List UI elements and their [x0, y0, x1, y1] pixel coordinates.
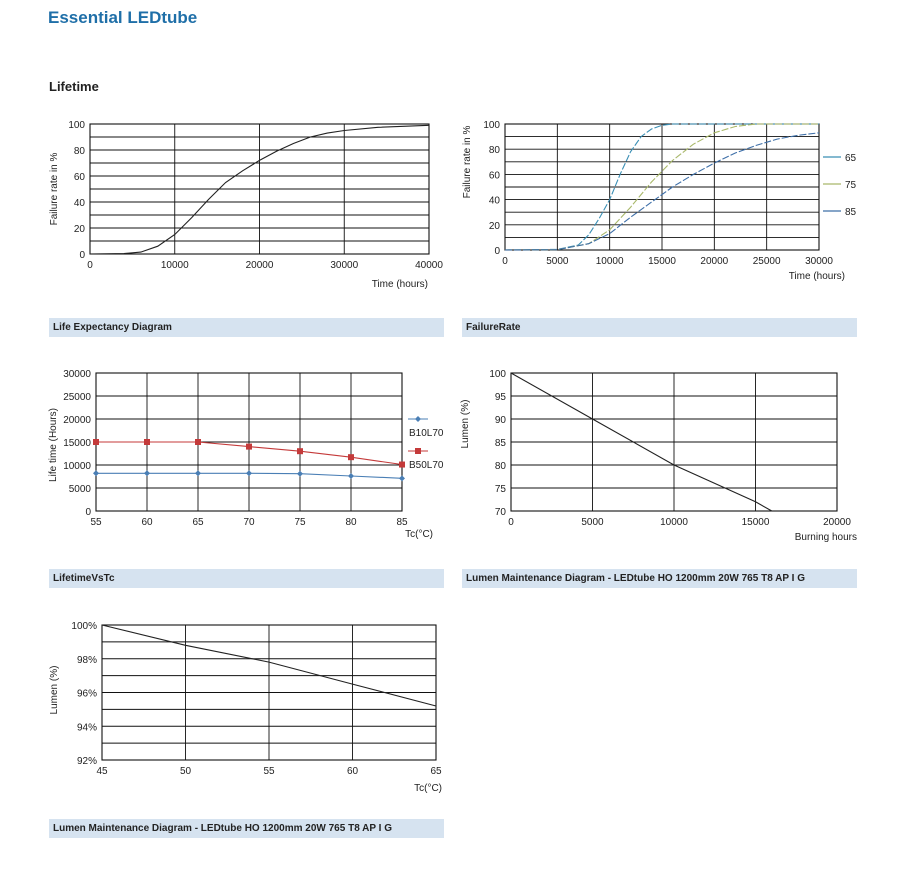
y-axis-label: Failure rate in % — [462, 125, 473, 199]
data-point — [399, 462, 405, 468]
caption-lumen-vs-tc: Lumen Maintenance Diagram - LEDtube HO 1200mm 20W 765 T8 AP I G — [49, 819, 444, 838]
x-tick-label: 65 — [430, 766, 442, 777]
data-point — [348, 454, 354, 460]
y-axis-label: Life time (Hours) — [48, 408, 59, 482]
y-tick-label: 100 — [483, 120, 500, 131]
y-tick-label: 0 — [79, 250, 85, 261]
x-tick-label: 60 — [141, 517, 153, 528]
caption-life-expectancy: Life Expectancy Diagram — [49, 318, 444, 337]
data-point — [195, 470, 201, 476]
x-axis-label: Time (hours) — [371, 279, 428, 290]
x-tick-label: 15000 — [741, 517, 770, 528]
chart-lumen-vs-tc — [49, 621, 442, 794]
y-tick-label: 20 — [488, 220, 500, 232]
x-tick-label: 0 — [87, 260, 93, 271]
x-tick-label: 0 — [508, 517, 514, 528]
y-tick-label: 40 — [488, 195, 500, 207]
y-tick-label: 100% — [71, 621, 97, 632]
x-tick-label: 0 — [502, 256, 508, 267]
x-tick-label: 45 — [96, 766, 108, 777]
x-tick-label: 10000 — [595, 256, 624, 267]
y-tick-label: 25000 — [63, 392, 91, 403]
x-tick-label: 5000 — [581, 517, 604, 528]
legend-label: 75 — [845, 180, 857, 191]
x-tick-label: 15000 — [648, 256, 676, 267]
chart-failure-rate — [462, 120, 857, 282]
y-axis-label: Lumen (%) — [49, 665, 60, 715]
data-point — [195, 439, 201, 445]
y-tick-label: 20000 — [63, 415, 91, 426]
y-tick-label: 100 — [68, 120, 85, 131]
legend-label: B10L70 — [409, 428, 444, 439]
y-tick-label: 75 — [494, 484, 506, 495]
y-tick-label: 94% — [76, 722, 97, 734]
x-tick-label: 65 — [192, 517, 204, 528]
data-point — [297, 448, 303, 454]
caption-lumen-vs-hours: Lumen Maintenance Diagram - LEDtube HO 1200mm 20W 765 T8 AP I G — [462, 569, 857, 588]
chart-lifetime-vs-tc — [48, 369, 444, 540]
y-tick-label: 80 — [488, 145, 500, 157]
y-tick-label: 98% — [76, 654, 97, 666]
y-axis-label: Lumen (%) — [460, 399, 471, 449]
legend-marker — [415, 448, 421, 454]
y-tick-label: 0 — [85, 507, 91, 518]
data-point — [297, 471, 303, 477]
x-axis-label: Time (hours) — [788, 271, 845, 282]
data-point — [144, 470, 150, 476]
page-title: Essential LEDtube — [48, 8, 198, 27]
y-tick-label: 30000 — [63, 369, 91, 380]
x-tick-label: 20000 — [245, 260, 274, 271]
x-tick-label: 50 — [179, 766, 192, 777]
x-axis-label: Tc(°C) — [405, 529, 433, 540]
x-tick-label: 70 — [243, 517, 255, 528]
y-tick-label: 100 — [489, 369, 506, 380]
data-point — [399, 475, 405, 481]
x-axis-label: Burning hours — [794, 532, 857, 543]
y-axis-label: Failure rate in % — [49, 152, 60, 226]
y-tick-label: 20 — [73, 224, 85, 235]
x-tick-label: 85 — [396, 517, 408, 528]
y-tick-label: 85 — [494, 438, 506, 449]
section-heading-lifetime: Lifetime — [49, 79, 99, 94]
x-tick-label: 10000 — [160, 260, 189, 271]
data-point — [348, 473, 354, 479]
y-tick-label: 80 — [494, 461, 506, 472]
x-tick-label: 20000 — [700, 256, 729, 267]
y-tick-label: 70 — [494, 507, 506, 518]
chart-lumen-vs-hours — [460, 369, 857, 543]
data-point — [246, 444, 252, 450]
y-tick-label: 90 — [494, 415, 506, 426]
x-tick-label: 55 — [263, 766, 275, 777]
y-tick-label: 80 — [73, 146, 85, 157]
y-tick-label: 15000 — [63, 438, 91, 449]
chart-life-expectancy — [49, 120, 443, 290]
x-tick-label: 55 — [90, 517, 102, 528]
y-tick-label: 40 — [73, 198, 85, 209]
x-tick-label: 10000 — [660, 517, 688, 528]
x-tick-label: 30000 — [805, 256, 833, 267]
x-tick-label: 60 — [346, 766, 359, 777]
y-tick-label: 92% — [76, 756, 97, 767]
x-tick-label: 80 — [345, 517, 357, 528]
caption-failure-rate: FailureRate — [462, 318, 857, 337]
legend-label: B50L70 — [409, 460, 444, 471]
caption-lifetime-vs-tc: LifetimeVsTc — [49, 569, 444, 588]
data-point — [246, 470, 252, 476]
data-point — [93, 439, 99, 445]
y-tick-label: 60 — [73, 172, 85, 183]
legend-label: 65 — [845, 153, 857, 164]
x-tick-label: 30000 — [330, 260, 359, 271]
x-axis-label: Tc(°C) — [414, 783, 442, 794]
x-tick-label: 5000 — [546, 256, 569, 267]
y-tick-label: 5000 — [68, 484, 91, 495]
data-point — [144, 439, 150, 445]
data-point — [93, 470, 99, 476]
legend-label: 85 — [845, 207, 857, 218]
x-tick-label: 40000 — [415, 260, 443, 271]
y-tick-label: 96% — [76, 688, 97, 700]
x-tick-label: 75 — [294, 517, 306, 528]
y-tick-label: 0 — [494, 246, 500, 257]
legend-marker — [415, 416, 421, 422]
y-tick-label: 60 — [488, 170, 500, 182]
y-tick-label: 95 — [494, 392, 506, 403]
x-tick-label: 25000 — [752, 256, 781, 267]
x-tick-label: 20000 — [823, 517, 851, 528]
y-tick-label: 10000 — [63, 461, 91, 472]
